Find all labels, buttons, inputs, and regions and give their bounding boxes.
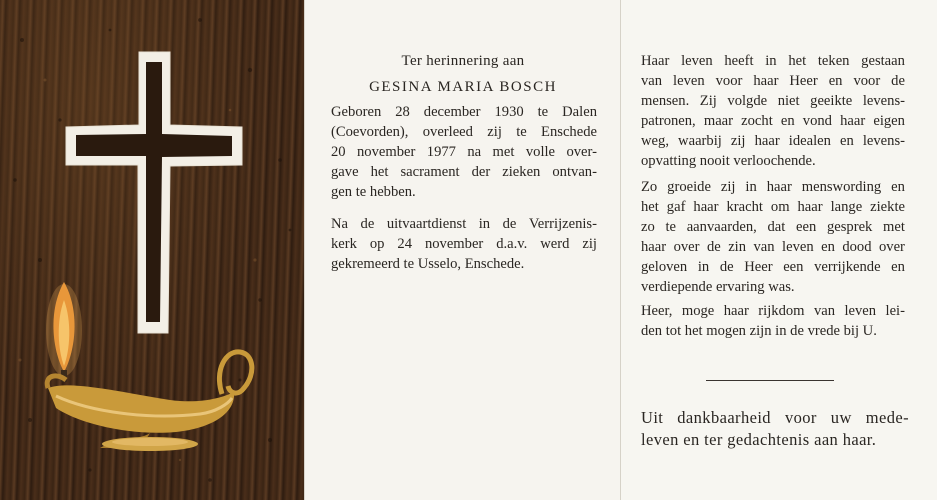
service-paragraph [331,214,597,274]
artwork-illustration [0,0,304,500]
announcement-panel [304,0,621,500]
birth-death-paragraph [331,102,597,202]
text-line: Na de uitvaartdienst in de Verrijzenis- [331,216,597,232]
text-line: Geboren 28 december 1930 te Dalen [331,104,597,120]
divider-line [706,380,834,381]
intro-heading: Ter herinnering aan [401,53,525,69]
text-line: kerk op 24 november d.a.v. werd zij [331,236,597,252]
cross-icon [66,52,242,333]
text-line: 20 november 1977 na met volle over- [331,144,597,160]
text-line: gen te hebben. [331,184,416,200]
prayer-paragraph: Heer, moge haar rijkdom van leven lei- den tot het mogen zijn in de vrede bij U. [641,303,905,339]
text-line: gekremeerd te Usselo, Enschede. [331,256,525,272]
reflection-paragraph-2: Zo groeide zij in haar menswording en het gaf haar kracht om haar lange ziekte zo te aanvaarden, dat een gesprek met haar over de zin van leven en dood over geloven in de Heer een verrijkende en verdiepende ervaring was. [641,179,905,295]
reflection-paragraph-1: Haar leven heeft in het teken gestaan van leven voor haar Heer en voor de mensen. Zij volgde niet geeikte levens- patronen, maar zocht en vond haar eigen weg, waarbij zij haar idealen en levens- opvatting nooit verloochende. [641,53,905,169]
text-line: gave het sacrament der zieken ontvan- [331,164,597,180]
artwork-panel [0,0,304,500]
oil-lamp-icon [47,352,252,451]
flame-icon [46,282,82,382]
closing-text: Uit dankbaarheid voor uw mede- leven en ter gedachtenis aan haar. [641,408,909,449]
deceased-name: GESINA MARIA BOSCH [369,79,557,95]
text-line: (Coevorden), overleed zij te Enschede [331,124,597,140]
